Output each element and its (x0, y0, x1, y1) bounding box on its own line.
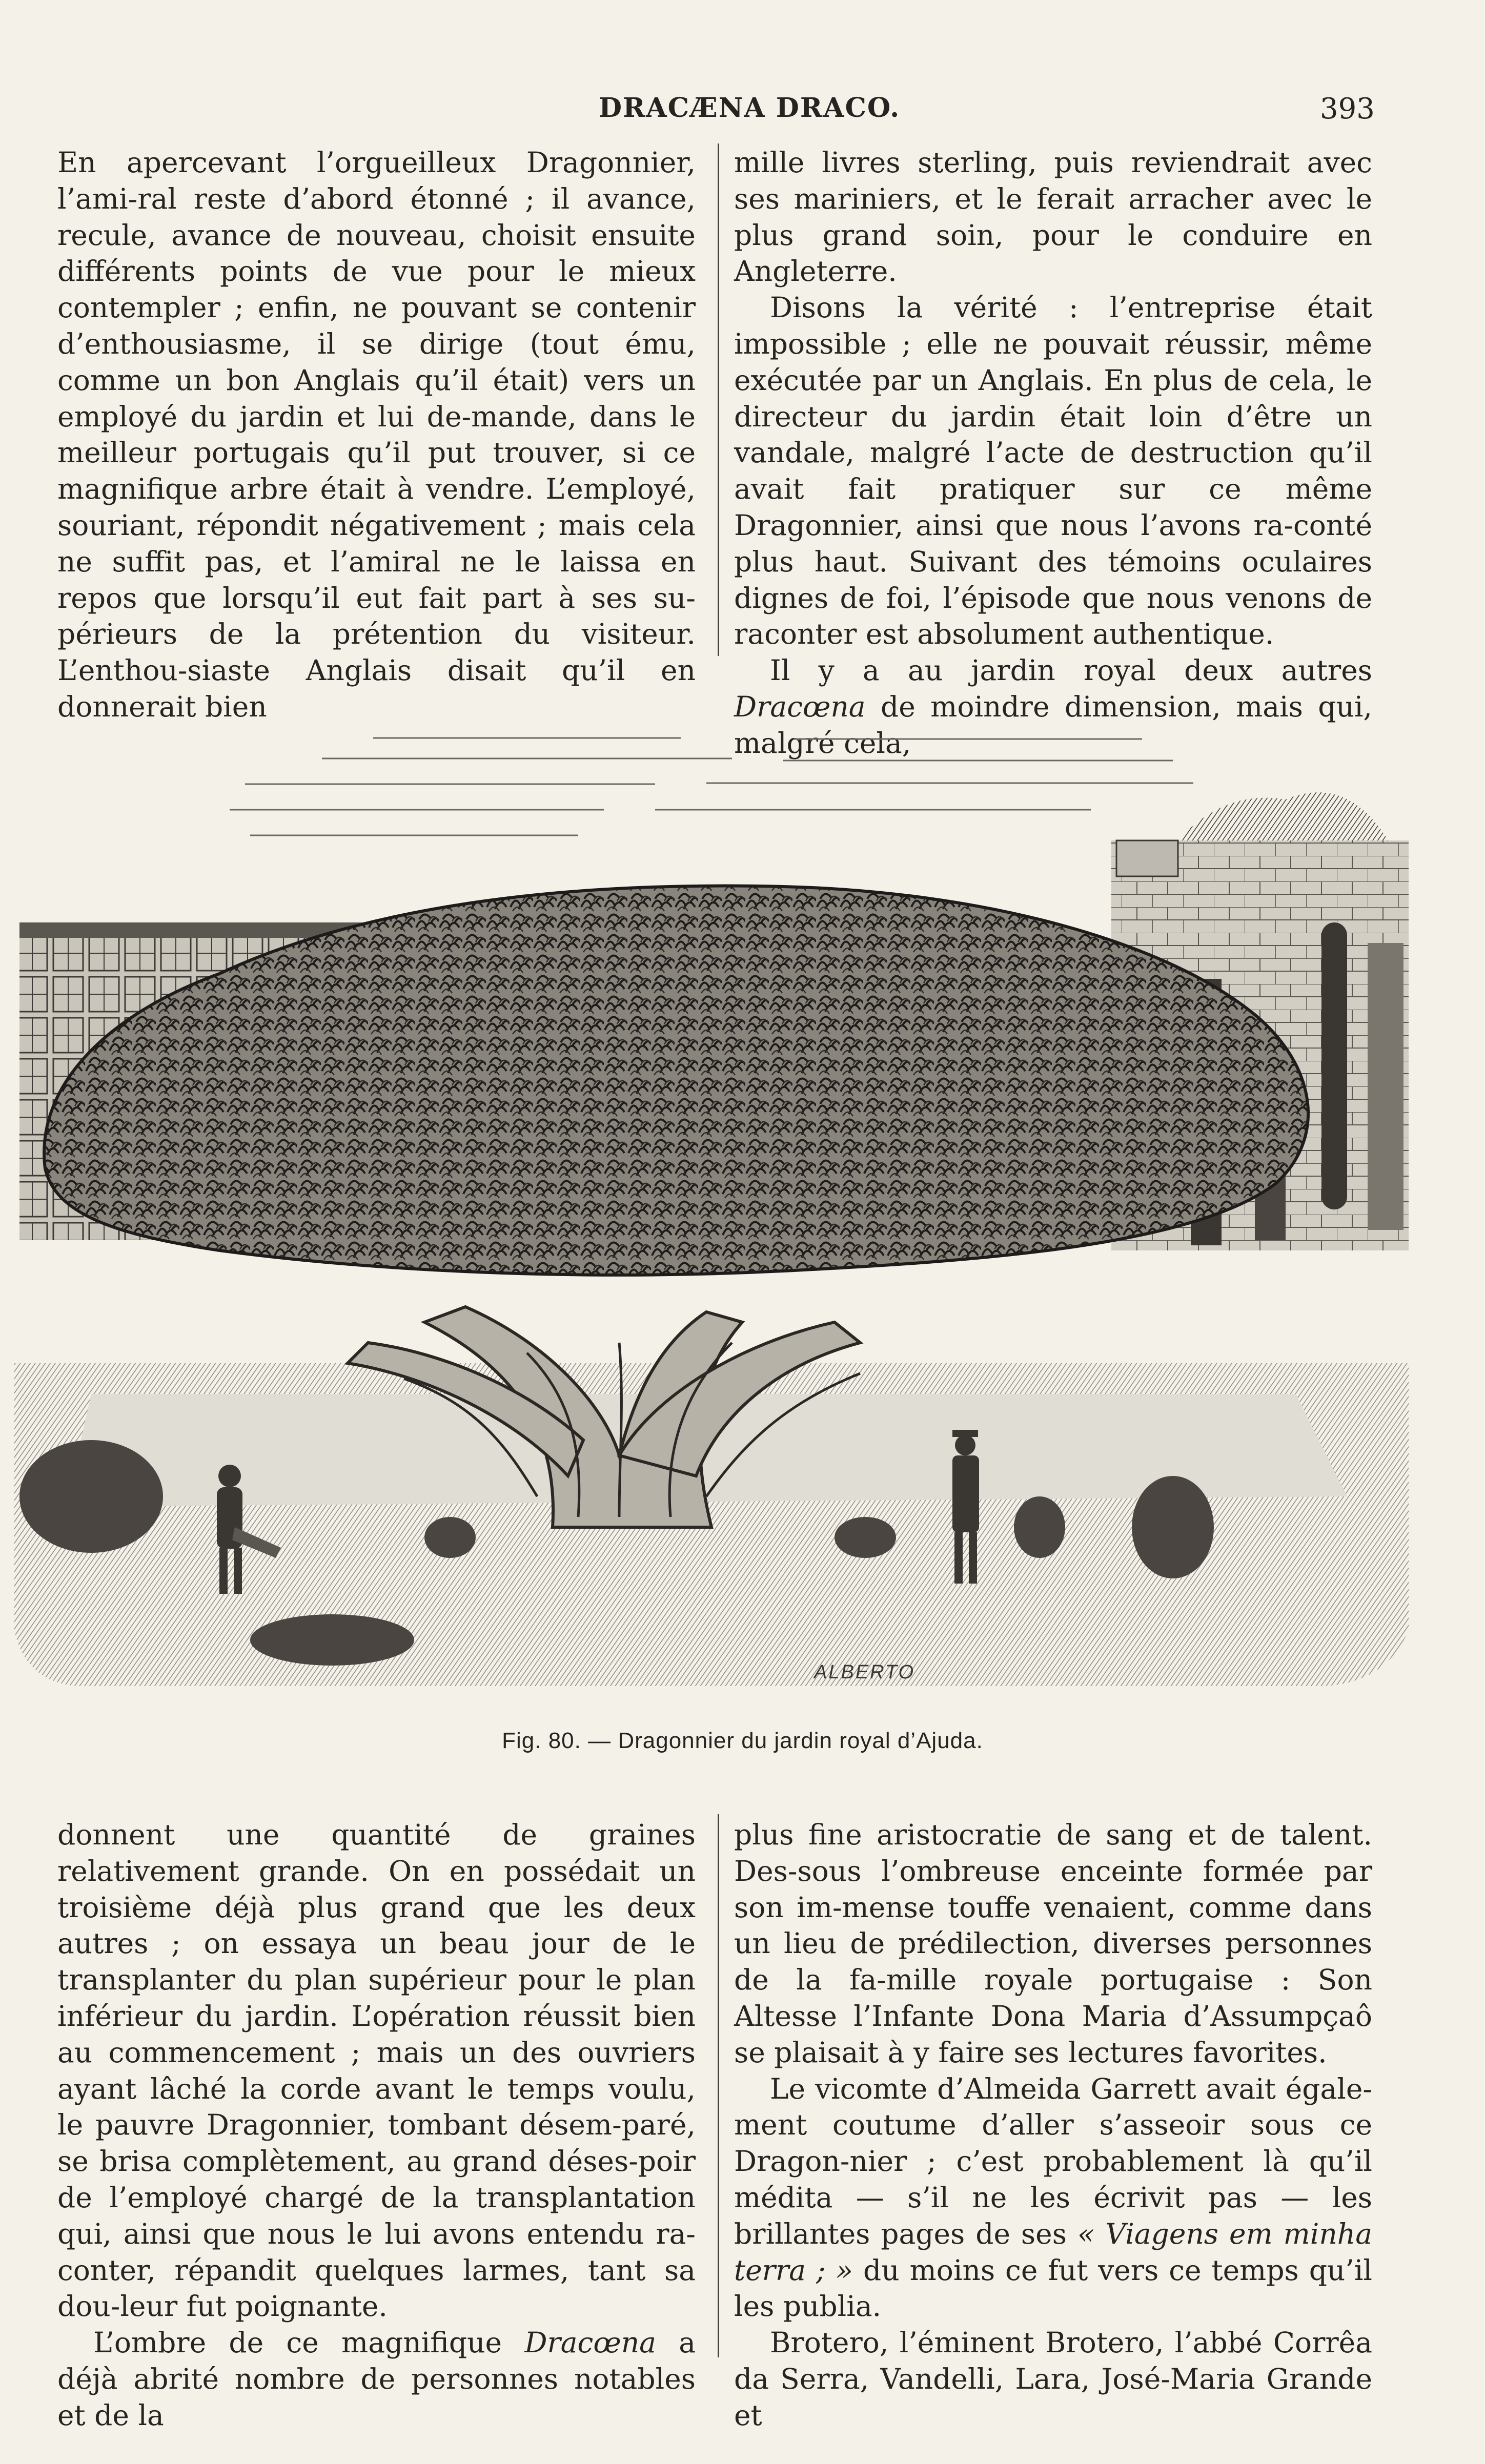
book-title: « Viagens em minha terra ; » (734, 2217, 1373, 2287)
running-title: DRACÆNA DRACO. (599, 92, 901, 124)
column-divider (718, 1814, 719, 2357)
top-left-column (57, 145, 696, 725)
sky-hatching (230, 738, 1193, 835)
genus-name: Dracœna (524, 2326, 656, 2359)
bottom-right-column (734, 1817, 1372, 2434)
paragraph: Il y a au jardin royal deux autres Dracœna de moindre dimension, mais qui, malgré cela, (734, 654, 1372, 759)
genus-name: Dracœna (734, 690, 866, 723)
paragraph: plus fine aristocratie de sang et de talent. Des-sous l’ombreuse enceinte formée par son im-mense touffe venaient, comme dans un lieu de prédilection, diverses personnes de la fa-mille royale portugaise : Son Altesse l’Infante Dona Maria d’Assumpçaô se plaisait à y faire ses lectures favorites. (734, 1818, 1372, 2069)
paragraph: donnent une quantité de graines relativement grande. On en possédait un troisième déjà plus grand que les deux autres ; on essaya un beau jour de le transplanter du plan supérieur pour le plan inférieur du jardin. L’opération réussit bien au commencement ; mais un des ouvriers ayant lâché la corde avant le temps voulu, le pauvre Dragonnier, tombant désem-paré, se brisa complètement, au grand déses-poir de l’employé chargé de la transplantation qui, ainsi que nous le lui avons entendu ra-conter, répandit quelques larmes, tant sa dou-leur fut poignante. (57, 1818, 696, 2323)
dragon-tree-engraving (14, 728, 1409, 1701)
running-header (0, 92, 1485, 128)
bottom-left-column (57, 1817, 696, 2434)
paragraph: L’ombre de ce magnifique Dracœna a déjà abrité nombre de personnes notables et de la (57, 2326, 696, 2432)
top-right-column (734, 145, 1372, 762)
engraver-signature: ALBERTO (814, 1661, 916, 1683)
figure-caption: Fig. 80. — Dragonnier du jardin royal d’Ajuda. (502, 1728, 983, 1753)
paragraph: Disons la vérité : l’entreprise était impossible ; elle ne pouvait réussir, même exécutée par un Anglais. En plus de cela, le directeur du jardin était loin d’être un vandale, malgré l’acte de destruction qu’il avait fait pratiquer sur ce même Dragonnier, ainsi que nous l’avons ra-conté plus haut. Suivant des témoins oculaires dignes de foi, l’épisode que nous venons de raconter est absolument authentique. (734, 291, 1372, 651)
paragraph: mille livres sterling, puis reviendrait avec ses mariniers, et le ferait arracher avec le plus grand soin, pour le conduire en Angleterre. (734, 146, 1372, 288)
page-number: 393 (1320, 92, 1375, 126)
column-divider (718, 143, 719, 656)
engraving-illustration (14, 728, 1409, 1701)
paragraph: Le vicomte d’Almeida Garrett avait égale-ment coutume d’aller s’asseoir sous ce Dragon-nier ; c’est probablement là qu’il médita — s’il ne les écrivit pas — les brillantes pages de ses « Viagens em minha terra ; » du moins ce fut vers ce temps qu’il les publia. (734, 2072, 1373, 2323)
paragraph: En apercevant l’orgueilleux Dragonnier, l’ami-ral reste d’abord étonné ; il avance, recule, avance de nouveau, choisit ensuite différents points de vue pour le mieux contempler ; enfin, ne pouvant se contenir d’enthousiasme, il se dirige (tout ému, comme un bon Anglais qu’il était) vers un employé du jardin et lui de-mande, dans le meilleur portugais qu’il put trouver, si ce magnifique arbre était à vendre. L’employé, souriant, répondit négativement ; mais cela ne suffit pas, et l’amiral ne le laissa en repos que lorsqu’il eut fait part à ses su-périeurs de la prétention du visiteur. L’enthou-siaste Anglais disait qu’il en donnerait bien (57, 146, 696, 723)
paragraph: Brotero, l’éminent Brotero, l’abbé Corrêa da Serra, Vandelli, Lara, José-Maria Grande et (734, 2326, 1372, 2432)
